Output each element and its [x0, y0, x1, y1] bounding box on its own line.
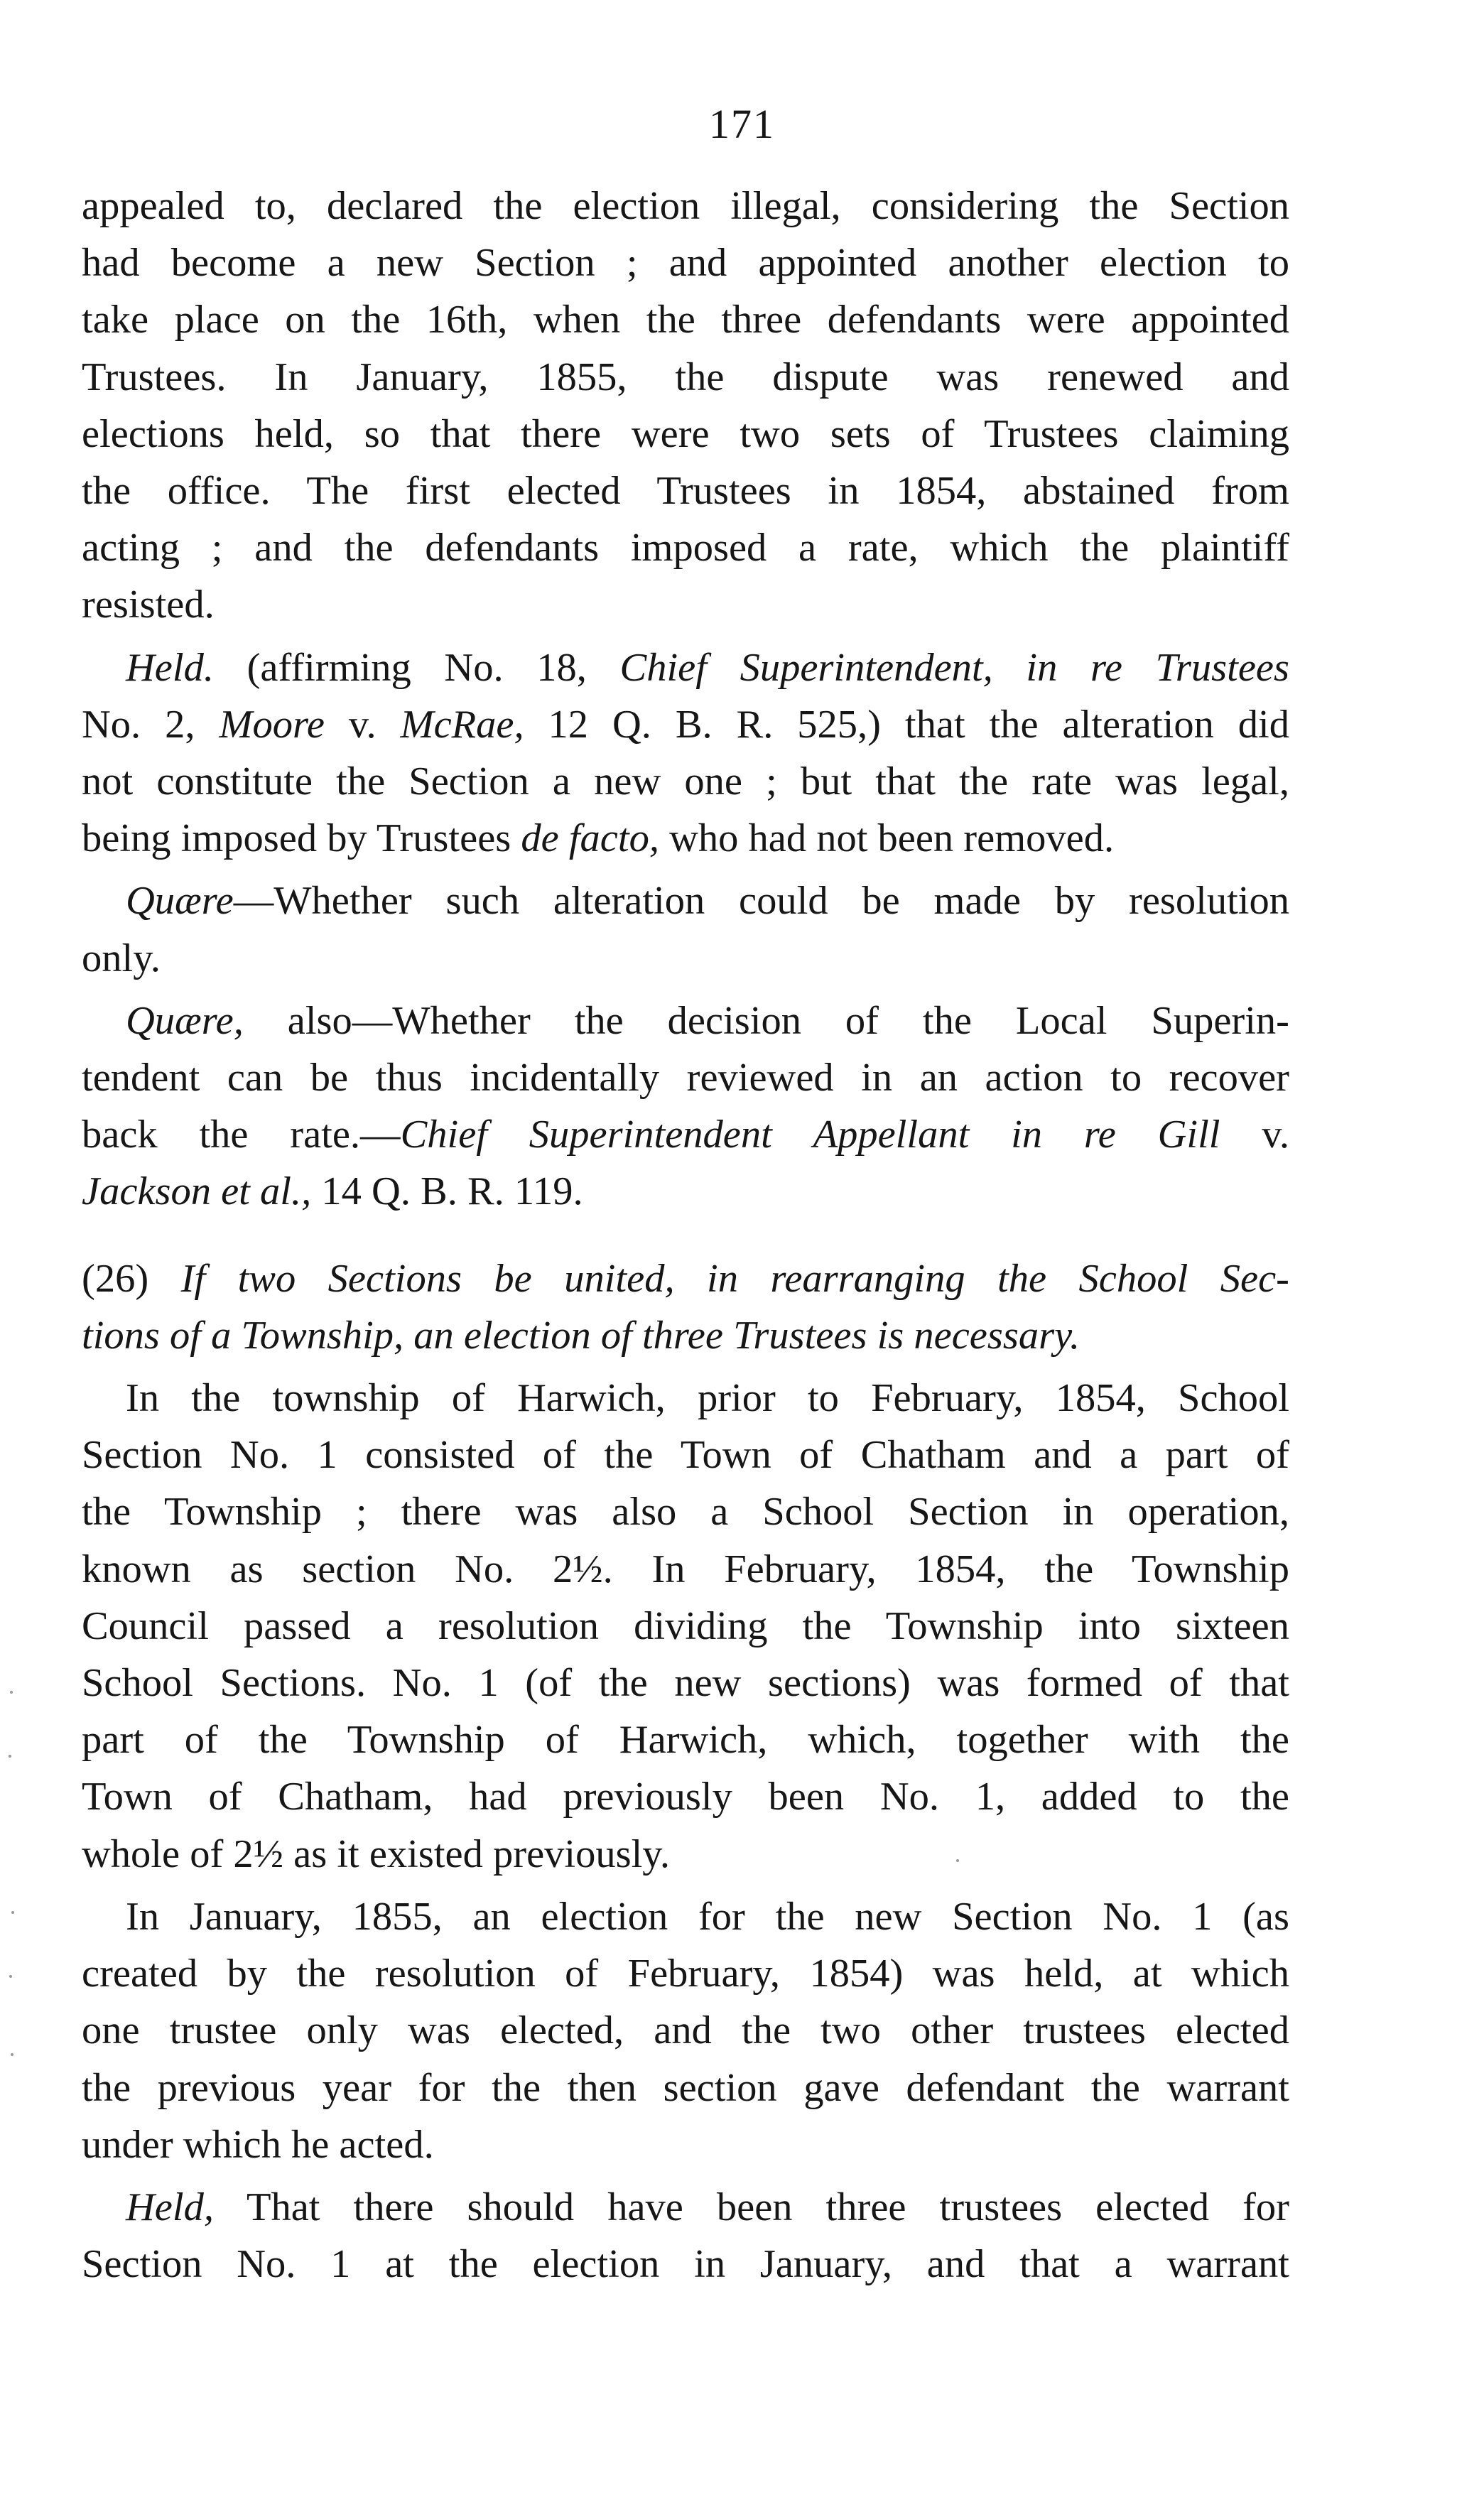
text-line: known as section No. 2½. In February, 1854, the Township	[82, 1547, 1289, 1591]
case-party: Moore	[219, 702, 325, 747]
held-label: Held.	[126, 645, 214, 690]
page-number: 171	[709, 101, 775, 147]
text-line	[82, 872, 1289, 929]
paragraph-quaere-second	[82, 992, 1289, 1221]
heading-text: If two Sections be united, in rearranging the School Sec-	[180, 1256, 1290, 1301]
paragraph-case-intro	[82, 178, 1289, 634]
case-party: McRae,	[400, 702, 524, 747]
text-line	[82, 1163, 1289, 1220]
text-run: being imposed by Trustees	[82, 816, 521, 861]
case-citation: Chief Superintendent, in re Trustees	[619, 645, 1289, 690]
text-line: part of the Township of Harwich, which, together with the	[82, 1718, 1289, 1763]
text-line: acting ; and the defendants imposed a rate, which the plaintiff	[82, 526, 1289, 570]
held-label: Held,	[126, 2185, 214, 2229]
quaere-label: Quære,	[126, 998, 244, 1043]
text-line	[82, 992, 1289, 1049]
text-line	[82, 2179, 1289, 2236]
text-run: who had not been removed.	[659, 816, 1115, 861]
text-line: take place on the 16th, when the three defendants were appointed	[82, 298, 1289, 342]
text-line: Section No. 1 at the election in January, and that a warrant	[82, 2242, 1289, 2287]
heading-number: (26)	[82, 1256, 181, 1301]
text-line: School Sections. No. 1 (of the new sections) was formed of that	[82, 1661, 1289, 1706]
text-line: In the township of Harwich, prior to February, 1854, School	[126, 1376, 1289, 1421]
text-line: had become a new Section ; and appointed another election to	[82, 241, 1289, 286]
paragraph-held-first	[82, 639, 1289, 867]
text-line: under which he acted.	[82, 2122, 434, 2167]
paragraph-held-second	[82, 2179, 1289, 2293]
case-citation: Chief Superintendent Appellant in re Gill	[400, 1113, 1220, 1157]
case-party: Jackson et al.,	[82, 1169, 312, 1214]
print-speck	[9, 1755, 11, 1758]
text-line	[82, 696, 1289, 753]
text-line: Council passed a resolution dividing the Township into sixteen	[82, 1603, 1289, 1648]
print-speck	[11, 2053, 13, 2056]
text-line: one trustee only was elected, and the two other trustees elected	[82, 2008, 1289, 2053]
text-line: appealed to, declared the election illegal, considering the Section	[82, 184, 1289, 228]
text-line: the office. The first elected Trustees in 1854, abstained from	[82, 469, 1289, 514]
text-run: v.	[324, 702, 401, 747]
print-speck	[9, 1975, 12, 1978]
text-line	[82, 1106, 1289, 1163]
text-line: Town of Chatham, had previously been No. 1, added to the	[82, 1775, 1289, 1819]
paragraph-january-1855	[82, 1888, 1289, 2173]
text-run: also—Whether the decision of the Local Superin-	[243, 998, 1289, 1043]
text-line: only.	[82, 936, 161, 980]
text-run: That there should have been three trustees elected for	[213, 2185, 1289, 2229]
quaere-label: Quære	[126, 879, 234, 924]
text-run: v.	[1220, 1113, 1289, 1157]
paragraph-harwich	[82, 1370, 1289, 1883]
text-line: the Township ; there was also a School Section in operation,	[82, 1490, 1289, 1535]
text-line: Trustees. In January, 1855, the dispute was renewed and	[82, 355, 1289, 399]
print-speck	[10, 1691, 13, 1694]
section-heading-26	[82, 1250, 1289, 1364]
text-run: —Whether such alteration could be made by resolution	[233, 879, 1289, 924]
page-body	[82, 178, 1289, 2293]
latin-term: de facto,	[521, 816, 659, 861]
text-line: Section No. 1 consisted of the Town of Chatham and a part of	[82, 1433, 1289, 1478]
text-line: elections held, so that there were two sets of Trustees claiming	[82, 411, 1289, 456]
text-line: created by the resolution of February, 1854) was held, at which	[82, 1952, 1289, 1996]
text-line	[82, 639, 1289, 696]
text-line: tendent can be thus incidentally reviewed in an action to recover	[82, 1056, 1289, 1100]
paragraph-quaere-first	[82, 872, 1289, 986]
text-run: 14 Q. B. R. 119.	[311, 1169, 583, 1214]
text-line: not constitute the Section a new one ; but that the rate was legal,	[82, 759, 1289, 804]
text-run: (affirming No. 18,	[213, 645, 620, 690]
text-run: back the rate.—	[82, 1113, 401, 1157]
text-line: tions of a Township, an election of three Trustees is necessary.	[82, 1313, 1080, 1358]
text-line: In January, 1855, an election for the new Section No. 1 (as	[126, 1894, 1289, 1939]
text-line	[82, 1250, 1289, 1307]
print-speck	[956, 1859, 959, 1862]
text-line: the previous year for the then section gave defendant the warrant	[82, 2065, 1289, 2110]
text-run: 12 Q. B. R. 525,) that the alteration did	[524, 702, 1289, 747]
print-speck	[11, 1911, 14, 1914]
text-line	[82, 810, 1289, 867]
text-run: No. 2,	[82, 702, 220, 747]
text-line: whole of 2½ as it existed previously.	[82, 1831, 670, 1876]
text-line: resisted.	[82, 583, 215, 627]
